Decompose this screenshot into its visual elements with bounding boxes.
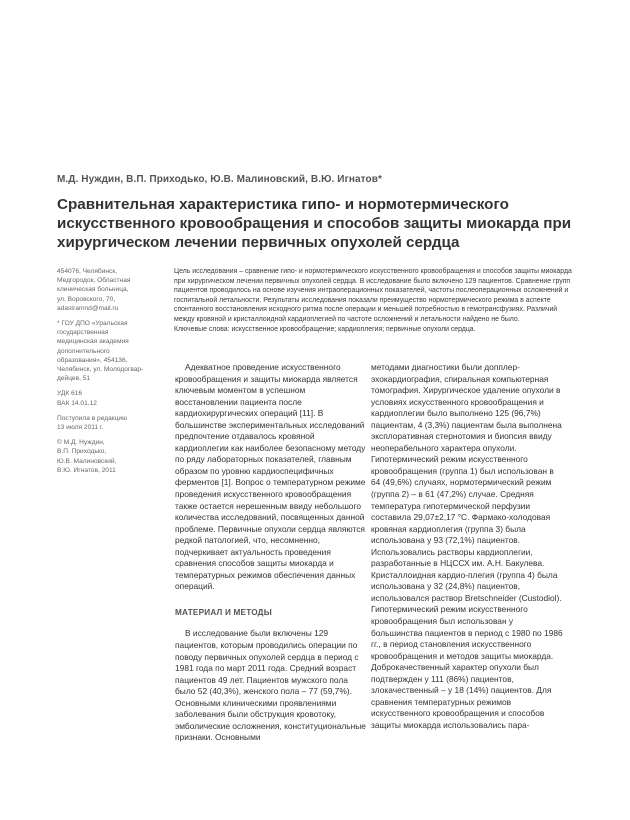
author-address: 454076, Челябинск, Медгородок, Областная клиническая больница, ул. Воровского, 70, adastramnd@mail.ru — [57, 268, 131, 312]
abstract-text: Цель исследования – сравнение гипо- и нормотермического искусственного кровообращения и способов защиты миокарда при хирургическом лечении первичных опухолей сердца. В исследование было включено 129 пациентов. Сравнение групп пациентов проводилось на основе изучения интраоперационных показателей, частоты послеоперационных осложнений и госпитальной летальности. Результаты исследования показали преимущество нормотермического режима в аспекте спонтанного восстановления исходного ритма после операции и меньшей потребностью в гемотрансфузиях. Различий между кровяной и кристаллоидной кардиоплегией по частоте осложнений и летальности найдено не было. — [174, 268, 572, 323]
methods-continued-paragraph: методами диагностики были допплер-эхокардиография, спиральная компьютерная томография. Хирургическое удаление опухоли в условиях искусственного кровообращения и кардиоплегии было выполнено 125 (96,7%) пациентам, 4 (3,3%) пациентам была выполнена эксплоративная стернотомия и биопсия ввиду неоперабельного характера опухоли. Гипотермический режим искусственного кровообращения (группа 1) был использован в 64 (49,6%) случаях, нормотермический режим (группа 2) – в 61 (47,2%) случае. Средняя температура гипотермической перфузии составила 29,07±2,17 °С. Фармако-холодовая кровяная кардиоплегия (группа 3) была использована у 93 (72,1%) пациентов. Использовались растворы кардиоплегии, разработанные в НЦССХ им. А.Н. Бакулева. Кристаллоидная кардио-плегия (группа 4) была использована у 32 (24,8%) пациентов, использовался раствор Bretschneider (Custodiol). Гипотермический режим искусственного кровообращения был использован у большинства пациентов в период с 1980 по 1986 гг., в период становления искусственного кровообращения и методов защиты миокарда. Доброкачественный характер опухоли был подтвержден у 111 (86%) пациентов, злокачественный – у 18 (14%) пациентов. Для сравнения температурных режимов искусственного кровообращения и способов защиты миокарда использовались пара- — [371, 362, 563, 730]
author-affiliation: * ГОУ ДПО «Уральская государственная медицинская академия дополнительного образования», 454136, Челябинск, ул. Молодогвар- дейцев, 51 — [57, 320, 144, 383]
article-authors: М.Д. Нуждин, В.П. Приходько, Ю.В. Малиновский, В.Ю. Игнатов* — [57, 174, 382, 185]
article-title: Сравнительная характеристика гипо- и нормотермического искусственного кровообращения и способов защиты миокарда при хирургическом лечении первичных опухолей сердца — [57, 196, 572, 251]
sidebar-meta — [57, 267, 162, 481]
body-column-right — [371, 362, 563, 732]
methods-paragraph: В исследование были включены 129 пациентов, которым проводились операции по поводу первичных опухолей сердца в период с 1981 года по март 2011 года. Средний возраст пациентов 49 лет. Пациентов мужского пола было 52 (40,3%), женского пола – 77 (59,7%). Основными клиническими проявлениями заболевания были обструкция кровотоку, эмболические осложнения, конституциональные признаки. Основными — [175, 628, 366, 743]
copyright-notice: © М.Д. Нуждин, В.П. Приходько, Ю.В. Малиновский, В.Ю. Игнатов, 2011 — [57, 439, 117, 474]
body-column-left — [175, 362, 367, 744]
methods-heading: МАТЕРИАЛ И МЕТОДЫ — [175, 607, 272, 617]
abstract — [174, 267, 578, 334]
intro-paragraph: Адекватное проведение искусственного кровообращения и защиты миокарда является ключевым моментом в успешном восстановлении пациента после кардиохирургических операций [11]. В большинстве экспериментальных исследований предпочтение отдавалось кровяной кардиоплегии как наиболее безопасному методу по ряду лабораторных показателей, главным образом по уровню кардиоспецифичных ферментов [1]. Вопрос о температурном режиме проведения искусственного кровообращения также остается нерешенным ввиду небольшого количества исследований, посвященных данной проблеме. Первичные опухоли сердца являются редкой патологией, что, несомненно, подчеркивает актуальность проведения сравнения способов защиты миокарда и температурных режимов обеспечения данных операций. — [175, 362, 366, 592]
received-date: Поступила в редакцию 13 июля 2011 г. — [57, 414, 128, 432]
classification-codes: УДК 616 ВАК 14.01.12 — [57, 390, 97, 407]
abstract-keywords: Ключевые слова: искусственное кровообращение; кардиоплегия; первичные опухоли сердца. — [174, 325, 476, 333]
